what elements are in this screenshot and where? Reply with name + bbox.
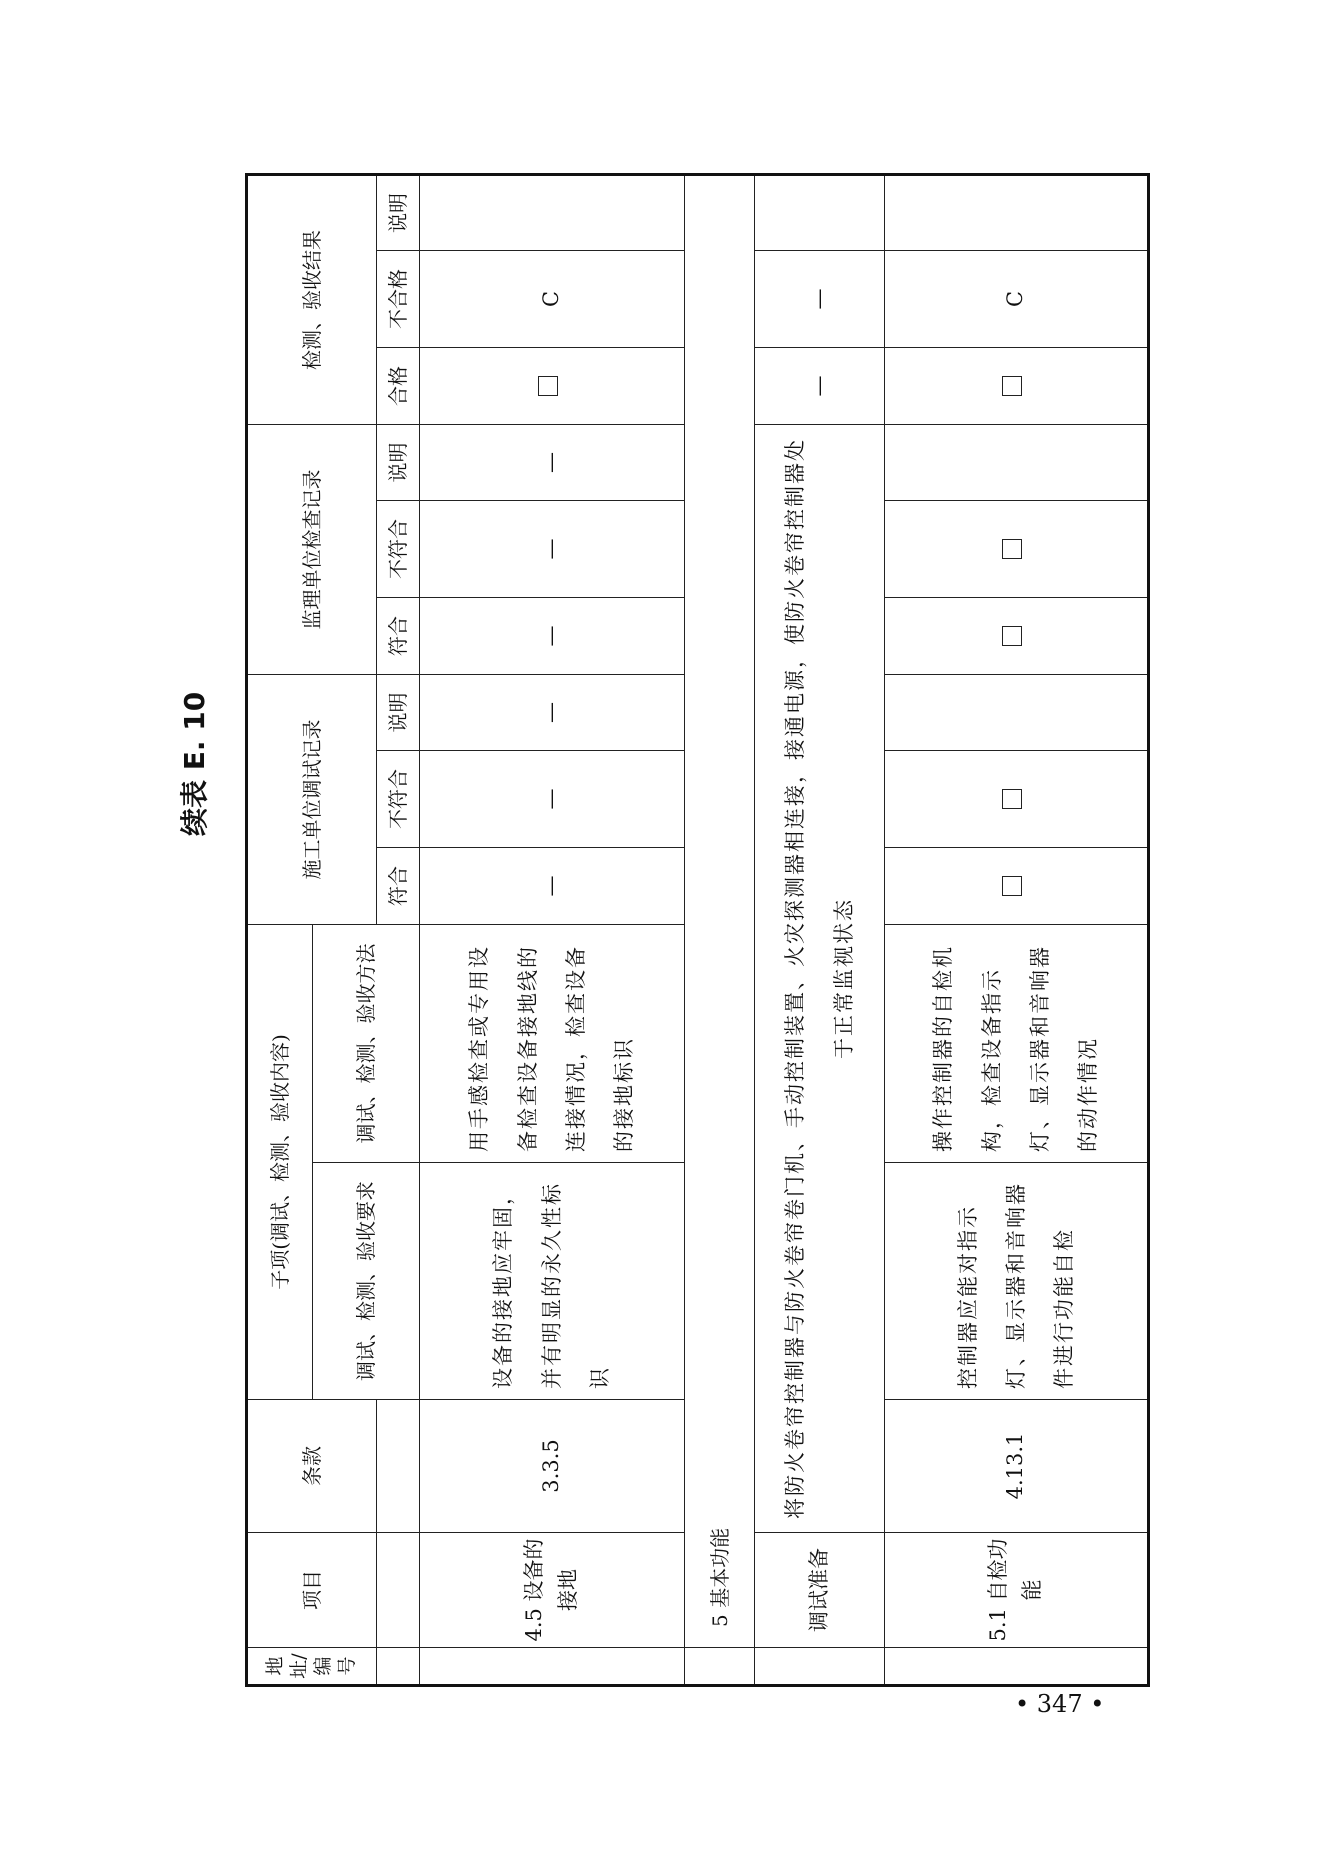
row-5-1-construction-nonconform [885,750,1149,847]
header-construction-nonconform: 不符合 [376,750,419,847]
row-4-5-method: 用手感检查或专用设备检查设备接地线的连接情况，检查设备的接地标识 [419,924,684,1162]
row-4-5-requirement: 设备的接地应牢固，并有明显的永久性标识 [419,1163,684,1400]
row-5-1-result-unqualified: C [885,250,1149,347]
row-5-1-supervision-nonconform [885,500,1149,597]
header-sub-item: 子项(调试、检测、验收内容) [247,924,313,1399]
header-result-qualified: 合格 [376,347,419,424]
row-5-1-address [885,1648,1149,1686]
header-address: 地址/编号 [247,1648,377,1686]
row-prep [755,174,885,1685]
row-4-5 [419,174,684,1685]
row-5-1-construction-conform [885,847,1149,924]
header-result: 检测、验收结果 [247,174,377,424]
row-4-5-construction-note: — [419,674,684,750]
row-4-5-supervision-nonconform: — [419,500,684,597]
row-5-1 [885,174,1149,1685]
row-4-5-clause: 3.3.5 [419,1400,684,1533]
row-4-5-result-note [419,174,684,250]
row-4-5-construction-nonconform: — [419,750,684,847]
header-project: 项目 [247,1533,377,1648]
inspection-table [245,173,1150,1687]
row-prep-project: 调试准备 [755,1533,885,1648]
row-5-1-supervision-note [885,424,1149,500]
checkbox-supervision-conform [1002,626,1022,646]
header-supervision-conform: 符合 [376,597,419,674]
row-5-1-result-note [885,174,1149,250]
row-prep-result-note [755,174,885,250]
header-result-unqualified: 不合格 [376,250,419,347]
header-requirement: 调试、检测、验收要求 [312,1163,419,1400]
rotated-table-stage [245,192,1150,1687]
row-4-5-construction-conform: — [419,847,684,924]
row-4-5-result-unqualified: C [419,250,684,347]
section-title: 5 基本功能 [684,174,755,1647]
row-5-1-method: 操作控制器的自检机构，检查设备指示灯、显示器和音响器的动作情况 [885,924,1149,1162]
row-4-5-supervision-conform: — [419,597,684,674]
header-row-1 [247,174,313,1685]
header-project-spacer [376,1533,419,1648]
section-address [684,1648,755,1686]
row-prep-result-qualified: — [755,347,885,424]
header-clause: 条款 [247,1400,377,1533]
row-4-5-address [419,1648,684,1686]
row-prep-address [755,1648,885,1686]
row-prep-result-unqualified: — [755,250,885,347]
header-result-note: 说明 [376,174,419,250]
header-method: 调试、检测、验收方法 [312,924,419,1162]
section-row [684,174,755,1685]
header-supervision-nonconform: 不符合 [376,500,419,597]
checkbox-qualified [538,376,558,396]
page-number: • 347 • [1015,1690,1105,1718]
row-5-1-result-qualified [885,347,1149,424]
checkbox-result-qualified [1002,376,1022,396]
checkbox-construction-conform [1002,876,1022,896]
checkbox-construction-nonconform [1002,789,1022,809]
header-address-spacer [376,1648,419,1686]
row-5-1-project: 5.1 自检功能 [885,1533,1149,1648]
row-5-1-construction-note [885,674,1149,750]
header-construction-conform: 符合 [376,847,419,924]
header-construction: 施工单位调试记录 [247,674,377,924]
row-4-5-supervision-note: — [419,424,684,500]
header-clause-spacer [376,1400,419,1533]
header-supervision: 监理单位检查记录 [247,424,377,674]
header-construction-note: 说明 [376,674,419,750]
row-prep-content: 将防火卷帘控制器与防火卷帘卷门机、手动控制装置、火灾探测器相连接，接通电源，使防火卷帘控制器处于正常监视状态 [755,424,885,1532]
header-supervision-note: 说明 [376,424,419,500]
row-5-1-clause: 4.13.1 [885,1400,1149,1533]
row-4-5-project: 4.5 设备的接地 [419,1533,684,1648]
row-4-5-result-qualified [419,347,684,424]
checkbox-supervision-nonconform [1002,539,1022,559]
row-5-1-requirement: 控制器应能对指示灯、显示器和音响器件进行功能自检 [885,1163,1149,1400]
table-title: 续表 E. 10 [178,691,211,836]
row-5-1-supervision-conform [885,597,1149,674]
